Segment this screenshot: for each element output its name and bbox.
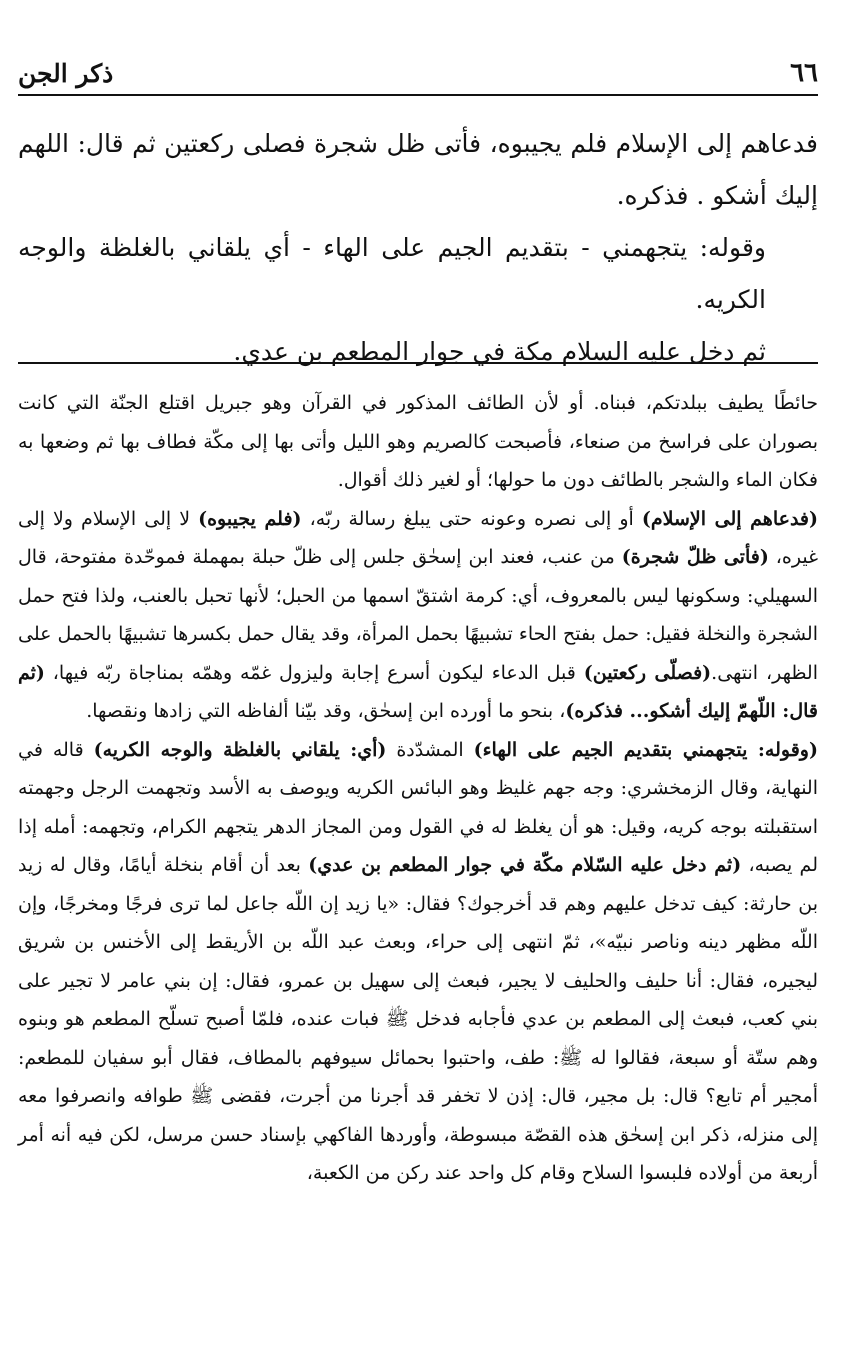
commentary-span: (فصلّى ركعتين): [583, 661, 712, 684]
commentary-span: من عنب، فعند ابن إسحٰق جلس إلى ظلّ حبلة بمهملة فموحّدة مفتوحة، قال السهيلي: وسكونها ليس بالمعروف، أي: كرمة اشتقّ اسمها من الحبل؛ لأنها تحبل بالعنب، ولذا فتح حمل الشجرة والنخلة فقيل: حمل بفتح الحاء تشبيهًا بحمل المرأة، وقد يقال حمل بكسرها تشبيهًا بالحمل على الظهر، انتهى.: [18, 546, 818, 684]
commentary-span: ، بنحو ما أورده ابن إسحٰق، وقد بيّنا ألفاظه التي زادها ونقصها.: [86, 700, 566, 722]
commentary-span: (فدعاهم إلى الإسلام): [641, 507, 818, 530]
commentary-span: أو إلى نصره وعونه حتى يبلغ رسالة ربّه،: [301, 507, 642, 530]
commentary-paragraph: [18, 731, 818, 1193]
commentary-paragraph: [18, 500, 818, 731]
page-header: [18, 44, 818, 96]
commentary-span: لا إلى الإسلام ولا إلى غيره،: [18, 507, 819, 568]
commentary-paragraph: حائطًا يطيف ببلدتكم، فبناه. أو لأن الطائف المذكور في القرآن وهو جبريل اقتلع الجنّة التي كانت بصوران على فراسخ من صنعاء، فأصبحت كالصريم وهو الليل وأتى بها إلى مكّة فطاف بها ثم وضعها به فكان الماء والشجر بالطائف دون ما حولها؛ أو لغير ذلك أقوال.: [18, 392, 818, 491]
book-page: [18, 0, 818, 1359]
matn-paragraph: ثم دخل عليه السلام مكة في جوار المطعم بن عدي.: [233, 337, 766, 366]
page-number: ٦٦: [790, 58, 818, 88]
commentary-span: قاله في النهاية، وقال الزمخشري: وجه جهم غليظ وهو البائس الكريه ويوصف به الأسد وتجهمت الرجل وجهمته استقبلته بوجه كريه، وقيل: هو أن يغلظ له في القول ومن المجاز الدهر يتجهم الكرام، وتجهمه: أمله إذا لم يصبه،: [18, 738, 818, 876]
commentary-span: (ثم دخل عليه السّلام مكّة في جوار المطعم بن عدي): [308, 854, 742, 876]
matn-paragraph: وقوله: يتجهمني - بتقديم الجيم على الهاء - أي يلقاني بالغلظة والوجه الكريه.: [18, 233, 766, 314]
commentary-span: (وقوله: يتجهمني بتقديم الجيم على الهاء): [473, 738, 818, 761]
commentary-span: (أي: يلقاني بالغلظة والوجه الكريه): [93, 738, 387, 761]
commentary-span: (ثم قال: اللّهمّ إليك أشكو... فذكره): [18, 661, 818, 722]
running-title: ذكر الجن: [18, 59, 114, 88]
matn-paragraph: فدعاهم إلى الإسلام فلم يجيبوه، فأتى ظل شجرة فصلى ركعتين ثم قال: اللهم إليك أشكو . فذكره.: [18, 129, 818, 210]
commentary-span: بعد أن أقام بنخلة أيامًا، وقال له زيد بن حارثة: كيف تدخل عليهم وهم قد أخرجوك؟ فقال: «يا زيد إن اللّه جاعل لما ترى فرجًا ومخرجًا، وإن اللّه مظهر دينه وناصر نبيّه»، ثمّ انتهى إلى حراء، وبعث عبد اللّه بن الأريقط إلى الأخنس بن شريق ليجيره، فقال: أنا حليف والحليف لا يجير، فبعث إلى سهيل بن عمرو، فقال: إن بني عامر لا تجير على بني كعب، فبعث إلى المطعم بن عدي فأجابه فدخل ﷺ فبات عنده، فلمّا أصبح تسلّح المطعم هو وبنوه وهم ستّة أو سبعة، فقالوا له ﷺ: طف، واحتبوا بحمائل سيوفهم بالمطاف، فقال أبو سفيان للمطعم: أمجير أم تابع؟ قال: بل مجير، قال: إذن لا تخفر قد أجرنا من أجرت، فقضى ﷺ طوافه وانصرفوا معه إلى منزله، ذكر ابن إسحٰق هذه القصّة مبسوطة، وأوردها الفاكهي بإسناد حسن مرسل، لكن فيه أنه أمر أربعة من أولاده فلبسوا السلاح وقام كل واحد عند ركن من الكعبة،: [18, 854, 818, 1184]
matn-text: [18, 118, 818, 378]
commentary-span: قبل الدعاء ليكون أسرع إجابة وليزول غمّه وهمّه بمناجاة ربّه فيها،: [44, 661, 584, 684]
commentary-span: المشدّدة: [386, 738, 474, 761]
commentary-span: (فلم يجيبوه): [198, 507, 302, 530]
section-divider: [18, 362, 818, 364]
commentary-span: (فأتى ظلّ شجرة): [621, 546, 769, 568]
commentary-text: [18, 384, 818, 1193]
